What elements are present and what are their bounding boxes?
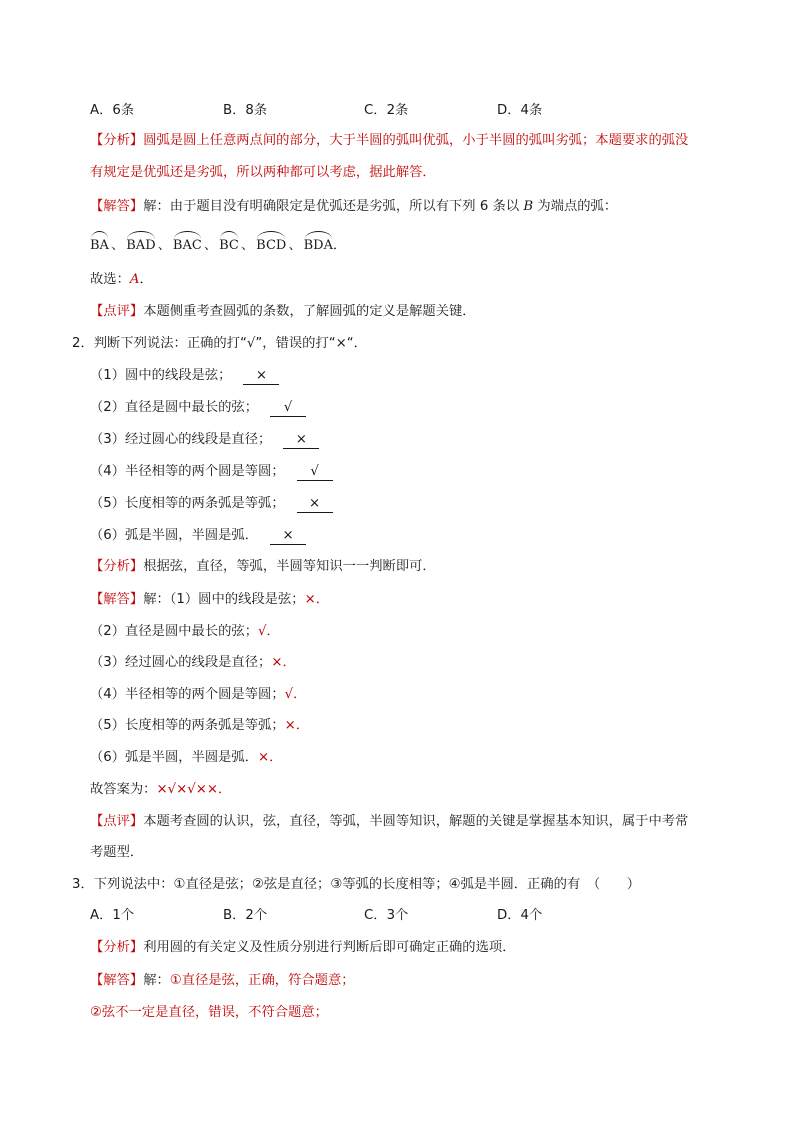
q2-item-text: （5）长度相等的两条弧是等弧； (90, 496, 285, 511)
q1-solution-suffix: 为端点的弧： (533, 199, 618, 214)
q1-arc-list (90, 232, 346, 252)
q1-option-c: C．2条 (364, 103, 409, 118)
q2-solution-mark: ×． (284, 718, 310, 733)
arc-separator: 、 (110, 238, 125, 253)
q2-comment-line2: 考题型． (90, 845, 144, 860)
q1-option-b: B．8条 (223, 103, 268, 118)
arc-bad: BAD (126, 232, 155, 256)
q3-option-c: C．3个 (364, 908, 409, 923)
q2-analysis (90, 557, 436, 577)
arc-bc: BC (219, 232, 239, 256)
q2-item (90, 462, 333, 482)
q1-comment-text: 本题侧重考查圆弧的条数，了解圆弧的定义是解题关键． (143, 304, 476, 319)
q2-solution-mark: ×． (271, 655, 296, 670)
q1-option-a: A．6条 (90, 103, 135, 118)
q3-option-b: B．2个 (223, 908, 268, 923)
analysis-label: 【分析】 (90, 940, 144, 955)
q2-solution-mark: ×． (258, 750, 283, 765)
q2-answer-blank: √ (297, 464, 333, 481)
q2-solution-text: （6）弧是半圆，半圆是弧． (90, 750, 259, 765)
arc-bac: BAC (173, 232, 202, 256)
q3-analysis-text: 利用圆的有关定义及性质分别进行判断后即可确定正确的选项． (143, 940, 516, 955)
q2-answer-blank: × (243, 368, 279, 385)
q3-solution-prefix: 解： (143, 973, 170, 988)
q2-answer-blank: × (270, 528, 306, 545)
q3-analysis (90, 938, 516, 958)
q2-item-text: （3）经过圆心的线段是直径； (90, 432, 272, 447)
q2-solution-text: （3）经过圆心的线段是直径； (90, 655, 272, 670)
q1-choice-prefix: 故选： (90, 272, 130, 287)
arc-separator: 、 (157, 238, 171, 253)
q1-analysis-line2: 有规定是优弧还是劣弧，所以两种都可以考虑，据此解答． (90, 165, 436, 180)
q2-solution-text: （1）圆中的线段是弦； (169, 592, 305, 607)
q3-stem: 3．下列说法中：①直径是弦；②弦是直径；③等弧的长度相等；④弧是半圆．正确的有 （ ） (72, 877, 641, 892)
q2-solution-text: （5）长度相等的两条弧是等弧； (90, 718, 285, 733)
q2-final-value: ×√×√××． (156, 782, 232, 797)
arc-end: ． (333, 238, 347, 253)
q2-final-prefix: 故答案为： (90, 782, 157, 797)
q2-item (90, 430, 319, 450)
q1-choice-end: ． (139, 272, 153, 287)
arc-ba: BA (90, 232, 109, 256)
analysis-label: 【分析】 (90, 133, 144, 148)
q2-answer-blank: √ (270, 400, 306, 417)
q2-solution-mark: √． (258, 624, 280, 639)
q2-item-text: （4）半径相等的两个圆是等圆； (90, 464, 285, 479)
q2-item-text: （1）圆中的线段是弦； (90, 368, 232, 383)
q3-solution-line2: ②弦不一定是直径，错误，不符合题意； (90, 1005, 328, 1020)
solution-label: 【解答】 (90, 592, 144, 607)
q2-item (90, 398, 306, 418)
q2-item (90, 526, 306, 546)
q1-solution (90, 197, 617, 217)
q1-choice-value: A (129, 272, 140, 287)
q2-solution-mark: √． (284, 687, 307, 702)
solution-label: 【解答】 (90, 973, 144, 988)
q1-option-d: D．4条 (497, 103, 543, 118)
q3-solution-text: ①直径是弦，正确，符合题意； (169, 973, 355, 988)
q2-solution (90, 748, 282, 768)
q2-final-answer (90, 780, 231, 800)
q2-answer-blank: × (283, 432, 319, 449)
q2-solution (90, 716, 309, 736)
q2-stem: 2．判断下列说法：正确的打“√”，错误的打“×“． (72, 336, 367, 351)
q2-solution (90, 622, 280, 642)
arc-bda: BDA (304, 232, 333, 256)
q1-solution-var: B (523, 199, 534, 214)
q2-comment-text: 本题考查圆的认识，弦，直径，等弧，半圆等知识，解题的关键是掌握基本知识，属于中考常 (143, 814, 689, 829)
q2-solution (90, 590, 329, 610)
arc-bcd: BCD (256, 232, 286, 256)
arc-separator: 、 (240, 238, 255, 253)
analysis-label: 【分析】 (90, 559, 144, 574)
q1-analysis-line1 (90, 131, 688, 151)
comment-label: 【点评】 (90, 304, 144, 319)
q2-solution-text: （4）半径相等的两个圆是等圆； (90, 687, 285, 702)
arc-separator: 、 (288, 238, 302, 253)
q1-analysis-text: 圆弧是圆上任意两点间的部分，大于半圆的弧叫优弧，小于半圆的弧叫劣弧；本题要求的弧没 (143, 133, 689, 148)
q2-analysis-text: 根据弦，直径，等弧，半圆等知识一一判断即可． (143, 559, 436, 574)
q3-option-d: D．4个 (497, 908, 543, 923)
q2-solution (90, 653, 296, 673)
q2-item-text: （2）直径是圆中最长的弦； (90, 400, 259, 415)
q1-choice (90, 270, 153, 290)
arc-separator: 、 (203, 238, 218, 253)
q2-solution (90, 685, 306, 705)
q2-item (90, 366, 279, 386)
q2-item-text: （6）弧是半圆，半圆是弧． (90, 528, 259, 543)
q2-item (90, 494, 333, 514)
q3-solution-line1 (90, 971, 355, 991)
q3-option-a: A．1个 (90, 908, 135, 923)
solution-label: 【解答】 (90, 199, 144, 214)
q2-answer-blank: × (297, 496, 333, 513)
q1-comment (90, 302, 476, 322)
q2-solution-text: （2）直径是圆中最长的弦； (90, 624, 259, 639)
q2-solution-prefix: 解： (143, 592, 170, 607)
q2-solution-mark: ×． (304, 592, 330, 607)
q2-comment-line1 (90, 812, 688, 832)
q1-solution-prefix: 解：由于题目没有明确限定是优弧还是劣弧，所以有下列 6 条以 (143, 199, 524, 214)
comment-label: 【点评】 (90, 814, 144, 829)
